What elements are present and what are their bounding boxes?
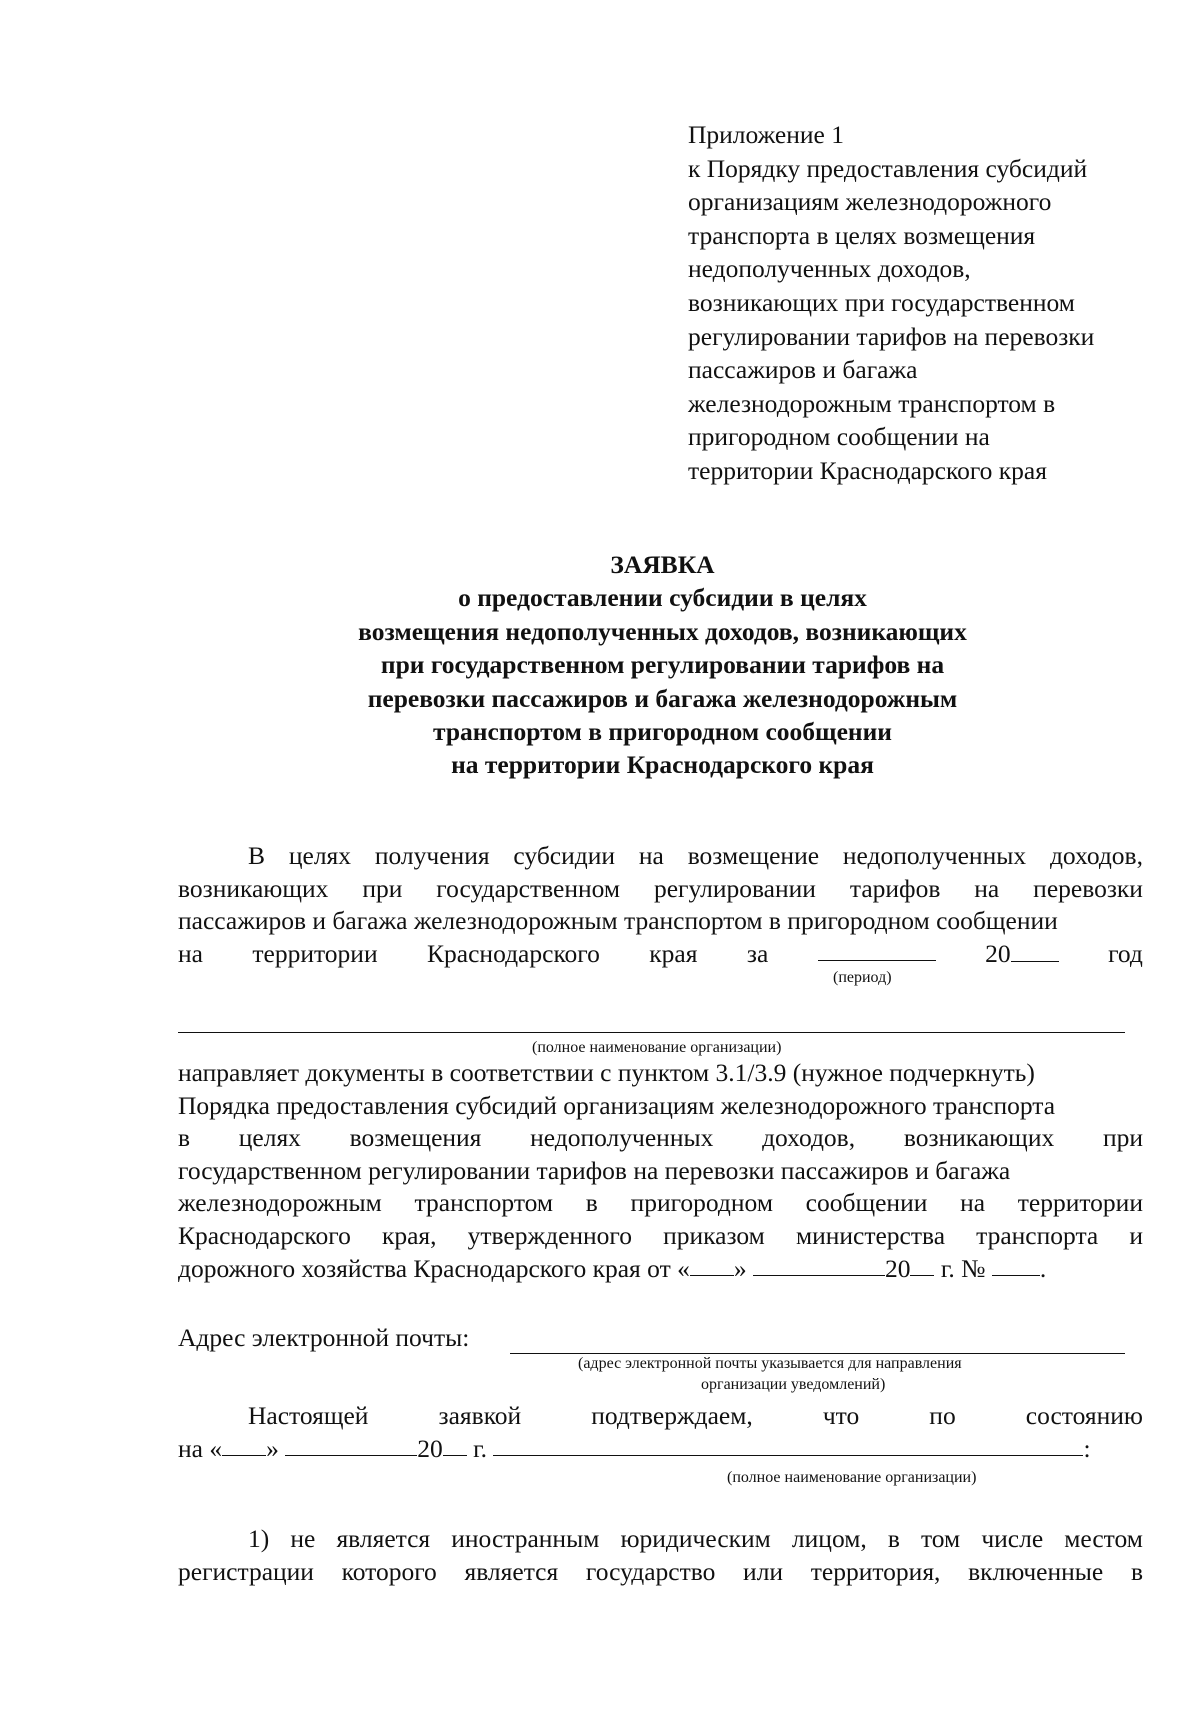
word: недополученных <box>842 841 1027 870</box>
word: или <box>743 1556 784 1586</box>
word: территории <box>1017 1188 1143 1218</box>
year-prefix: 20 <box>985 938 1011 968</box>
word: тарифов <box>849 873 941 903</box>
appendix-line: возникающих при государственном <box>688 287 1075 317</box>
paragraph-item-1 <box>178 1523 1143 1588</box>
word: получения <box>374 841 490 870</box>
email-hint: (адрес электронной почты указывается для направления <box>578 1355 962 1372</box>
word: края, <box>381 1220 437 1250</box>
text-line: Порядка предоставления субсидий организациям железнодорожного транспорта <box>178 1090 1056 1120</box>
word: доходов, <box>1049 841 1143 870</box>
word: по <box>929 1401 956 1430</box>
word: регистрации <box>178 1556 314 1586</box>
word: утвержденного <box>467 1220 633 1250</box>
word: в <box>178 1123 191 1153</box>
title-line: возмещения недополученных доходов, возникающих <box>358 616 967 646</box>
org-name-field[interactable] <box>178 1032 1125 1033</box>
word: на <box>638 841 664 870</box>
word: что <box>822 1401 860 1430</box>
state-org-field[interactable] <box>493 1433 1083 1456</box>
text-line <box>178 1523 1143 1556</box>
state-month-field[interactable] <box>285 1433 417 1456</box>
word: на <box>974 873 1000 903</box>
word: регулировании <box>653 873 816 903</box>
word: пригородном <box>630 1188 773 1218</box>
word: при <box>1102 1123 1143 1153</box>
appendix-line: к Порядку предоставления субсидий <box>688 153 1088 183</box>
title-line: перевозки пассажиров и багажа железнодорожным <box>367 683 958 713</box>
word: год <box>1108 938 1143 968</box>
word: на <box>178 938 203 968</box>
appendix-line: транспорта в целях возмещения <box>688 220 1036 250</box>
word: территории <box>252 938 378 968</box>
paragraph-documents <box>178 1057 1143 1285</box>
word: целях <box>238 1123 301 1153</box>
word: Настоящей <box>248 1401 369 1430</box>
period-hint: (период) <box>833 969 892 986</box>
text-line <box>178 840 1143 873</box>
document-title <box>180 548 1145 782</box>
word: края <box>649 938 698 968</box>
word: местом <box>1064 1524 1143 1553</box>
word: возникающих <box>903 1123 1055 1153</box>
appendix-line: недополученных доходов, <box>688 254 971 284</box>
word: доходов, <box>762 1123 856 1153</box>
title-line: о предоставлении субсидии в целях <box>458 583 867 613</box>
year-field[interactable] <box>1011 939 1059 962</box>
period-field[interactable] <box>818 938 936 961</box>
word: государственном <box>436 873 621 903</box>
text-line: на « » 20 г. : <box>178 1433 1091 1463</box>
word: целях <box>288 841 352 870</box>
word: возникающих <box>178 873 329 903</box>
text-line <box>178 1220 1143 1253</box>
order-number-field[interactable] <box>992 1253 1040 1276</box>
appendix-note <box>688 118 1188 488</box>
word: которого <box>341 1556 437 1586</box>
title-line: транспортом в пригородном сообщении <box>433 717 892 747</box>
text-line <box>178 1556 1143 1589</box>
text-line: государственном регулировании тарифов на перевозки пассажиров и багажа <box>178 1155 1011 1185</box>
word: числе <box>981 1524 1044 1553</box>
word: транспорта <box>976 1220 1099 1250</box>
state-org-hint: (полное наименование организации) <box>727 1469 977 1486</box>
text-line <box>178 1400 1143 1433</box>
title-line: на территории Краснодарского края <box>451 750 874 780</box>
word: возмещения <box>349 1123 482 1153</box>
word: является <box>464 1556 559 1586</box>
appendix-line: регулировании тарифов на перевозки <box>688 321 1095 351</box>
word: подтверждаем, <box>591 1401 753 1430</box>
word: иностранным <box>451 1524 600 1553</box>
text-line <box>178 1122 1143 1155</box>
email-row <box>178 1322 1143 1355</box>
word: лицом, <box>791 1524 867 1553</box>
word: заявкой <box>438 1401 522 1430</box>
word: при <box>362 873 403 903</box>
word: Краснодарского <box>178 1220 351 1250</box>
word: железнодорожным <box>178 1188 382 1218</box>
word: перевозки <box>1033 873 1143 903</box>
word: в <box>1130 1556 1143 1586</box>
appendix-line: пригородном сообщении на <box>688 422 990 452</box>
appendix-line: организациям железнодорожного <box>688 187 1052 217</box>
order-month-field[interactable] <box>753 1253 885 1276</box>
email-label: Адрес электронной почты: <box>178 1323 470 1352</box>
state-day-field[interactable] <box>222 1433 266 1456</box>
word: 1) <box>248 1524 270 1553</box>
text-line: дорожного хозяйства Краснодарского края от « » 20 г. № . <box>178 1253 1047 1283</box>
org-name-hint: (полное наименование организации) <box>532 1039 782 1056</box>
word: в <box>887 1524 900 1553</box>
word: сообщении <box>805 1188 928 1218</box>
word: за <box>746 938 769 968</box>
state-year-field[interactable] <box>443 1433 467 1456</box>
appendix-line: Приложение 1 <box>688 120 844 149</box>
order-day-field[interactable] <box>690 1253 734 1276</box>
order-year-field[interactable] <box>910 1253 934 1276</box>
word: Краснодарского <box>427 938 600 968</box>
word: том <box>920 1524 961 1553</box>
text-line <box>178 938 1143 971</box>
year-group <box>985 938 1059 971</box>
word: включенные <box>968 1556 1104 1586</box>
text-line: направляет документы в соответствии с пунктом 3.1/3.9 (нужное подчеркнуть) <box>178 1058 1035 1087</box>
word: является <box>336 1524 431 1553</box>
word: приказом <box>663 1220 765 1250</box>
word: транспортом <box>414 1188 554 1218</box>
text-line: пассажиров и багажа железнодорожным транспортом в пригородном сообщении <box>178 906 1058 936</box>
word: государство <box>585 1556 716 1586</box>
word: субсидии <box>513 841 616 870</box>
word: не <box>290 1524 316 1553</box>
word: и <box>1129 1220 1143 1250</box>
title-line: при государственном регулировании тарифов на <box>380 650 945 680</box>
title-subtitle <box>180 581 1145 781</box>
word: возмещение <box>687 841 820 870</box>
word: недополученных <box>530 1123 714 1153</box>
paragraph-confirm <box>178 1400 1143 1465</box>
word: территория, <box>810 1556 941 1586</box>
text-line <box>178 1187 1143 1220</box>
appendix-line: железнодорожным транспортом в <box>688 388 1056 418</box>
word: состоянию <box>1025 1401 1143 1430</box>
appendix-line: территории Краснодарского края <box>688 455 1047 485</box>
word: на <box>960 1188 986 1218</box>
email-hint-2: организации уведомлений) <box>701 1376 886 1393</box>
word: в <box>585 1188 598 1218</box>
title-heading: ЗАЯВКА <box>610 550 715 579</box>
word: юридическим <box>620 1524 771 1553</box>
word: министерства <box>795 1220 946 1250</box>
appendix-line: пассажиров и багажа <box>688 355 918 385</box>
word: В <box>248 841 266 870</box>
paragraph-intro <box>178 840 1143 970</box>
text-line <box>178 873 1143 906</box>
